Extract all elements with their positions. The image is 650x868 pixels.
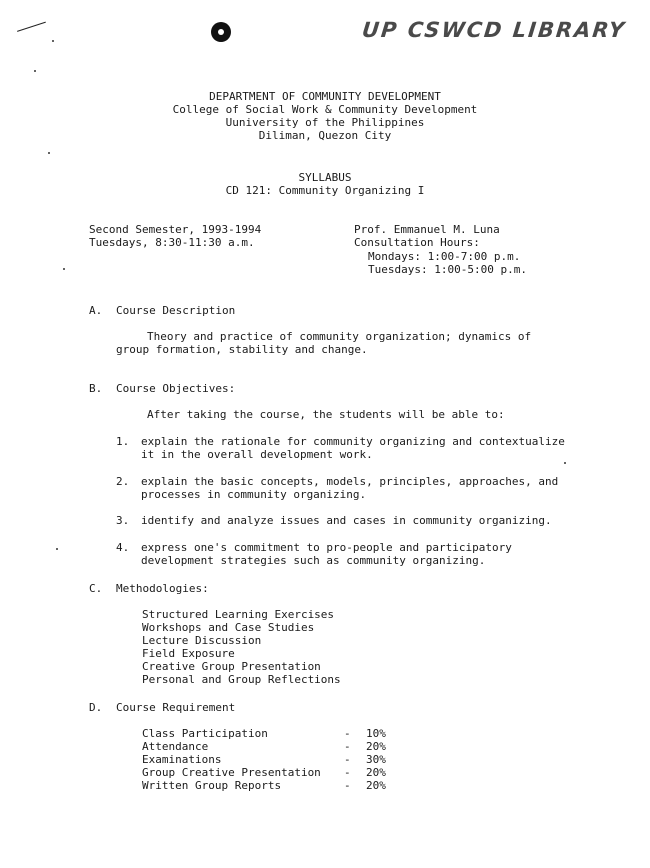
objective-line: identify and analyze issues and cases in community organizing. <box>141 514 552 527</box>
requirement-label: Group Creative Presentation <box>142 766 321 779</box>
speck <box>34 70 36 72</box>
methodology-item: Personal and Group Reflections <box>142 673 341 686</box>
consultation-label: Consultation Hours: <box>354 236 480 249</box>
methodology-item: Field Exposure <box>142 647 235 660</box>
requirement-percent: 20% <box>366 766 386 779</box>
syllabus-label: SYLLABUS <box>298 171 352 184</box>
description-line: Theory and practice of community organization; dynamics of <box>147 330 532 343</box>
methodology-item: Workshops and Case Studies <box>142 621 315 634</box>
objective-line: it in the overall development work. <box>141 448 373 461</box>
requirement-row <box>142 779 402 792</box>
requirement-percent: 30% <box>366 753 386 766</box>
consultation-hours-tuesday: Tuesdays: 1:00-5:00 p.m. <box>368 263 527 276</box>
methodology-item: Lecture Discussion <box>142 634 262 647</box>
objective-number: 2. <box>116 475 130 488</box>
section-b-title: Course Objectives: <box>116 382 236 395</box>
section-d-marker: D. <box>89 701 103 714</box>
section-c-title: Methodologies: <box>116 582 209 595</box>
speck <box>56 548 58 550</box>
professor: Prof. Emmanuel M. Luna <box>354 223 500 236</box>
objective-number: 4. <box>116 541 130 554</box>
section-d-title: Course Requirement <box>116 701 236 714</box>
requirement-label: Class Participation <box>142 727 268 740</box>
requirement-label: Written Group Reports <box>142 779 282 792</box>
section-b-marker: B. <box>89 382 103 395</box>
semester: Second Semester, 1993-1994 <box>89 223 262 236</box>
objective-line: express one's commitment to pro-people and participatory <box>141 541 512 554</box>
department-name: DEPARTMENT OF COMMUNITY DEVELOPMENT <box>209 90 441 103</box>
objective-line: processes in community organizing. <box>141 488 367 501</box>
speck <box>48 152 50 154</box>
section-a-marker: A. <box>89 304 103 317</box>
consultation-hours-monday: Mondays: 1:00-7:00 p.m. <box>368 250 521 263</box>
section-c-marker: C. <box>89 582 103 595</box>
university-name: Uuniversity of the Philippines <box>225 116 425 129</box>
speck <box>564 462 566 464</box>
requirement-dash: - <box>344 766 351 779</box>
objective-line: development strategies such as community organizing. <box>141 554 486 567</box>
requirement-dash: - <box>344 753 351 766</box>
methodology-item: Creative Group Presentation <box>142 660 321 673</box>
requirement-label: Examinations <box>142 753 222 766</box>
description-line: group formation, stability and change. <box>116 343 368 356</box>
speck <box>52 40 54 42</box>
requirement-dash: - <box>344 740 351 753</box>
requirement-row <box>142 753 402 766</box>
requirement-row <box>142 740 402 753</box>
college-name: College of Social Work & Community Development <box>172 103 478 116</box>
objective-line: explain the basic concepts, models, principles, approaches, and <box>141 475 559 488</box>
library-stamp: UP CSWCD LIBRARY <box>360 18 628 42</box>
objectives-intro: After taking the course, the students will be able to: <box>147 408 505 421</box>
section-a-title: Course Description <box>116 304 236 317</box>
requirement-label: Attendance <box>142 740 209 753</box>
requirement-percent: 20% <box>366 740 386 753</box>
schedule: Tuesdays, 8:30-11:30 a.m. <box>89 236 255 249</box>
requirement-row <box>142 766 402 779</box>
requirement-dash: - <box>344 727 351 740</box>
course-title: CD 121: Community Organizing I <box>225 184 425 197</box>
stray-mark <box>17 22 49 42</box>
requirement-percent: 20% <box>366 779 386 792</box>
location: Diliman, Quezon City <box>258 129 392 142</box>
speck <box>63 268 65 270</box>
objective-line: explain the rationale for community organizing and contextualize <box>141 435 565 448</box>
objective-number: 3. <box>116 514 130 527</box>
requirement-dash: - <box>344 779 351 792</box>
methodology-item: Structured Learning Exercises <box>142 608 335 621</box>
punch-hole <box>211 22 231 42</box>
objective-number: 1. <box>116 435 130 448</box>
requirement-percent: 10% <box>366 727 386 740</box>
requirement-row <box>142 727 402 740</box>
